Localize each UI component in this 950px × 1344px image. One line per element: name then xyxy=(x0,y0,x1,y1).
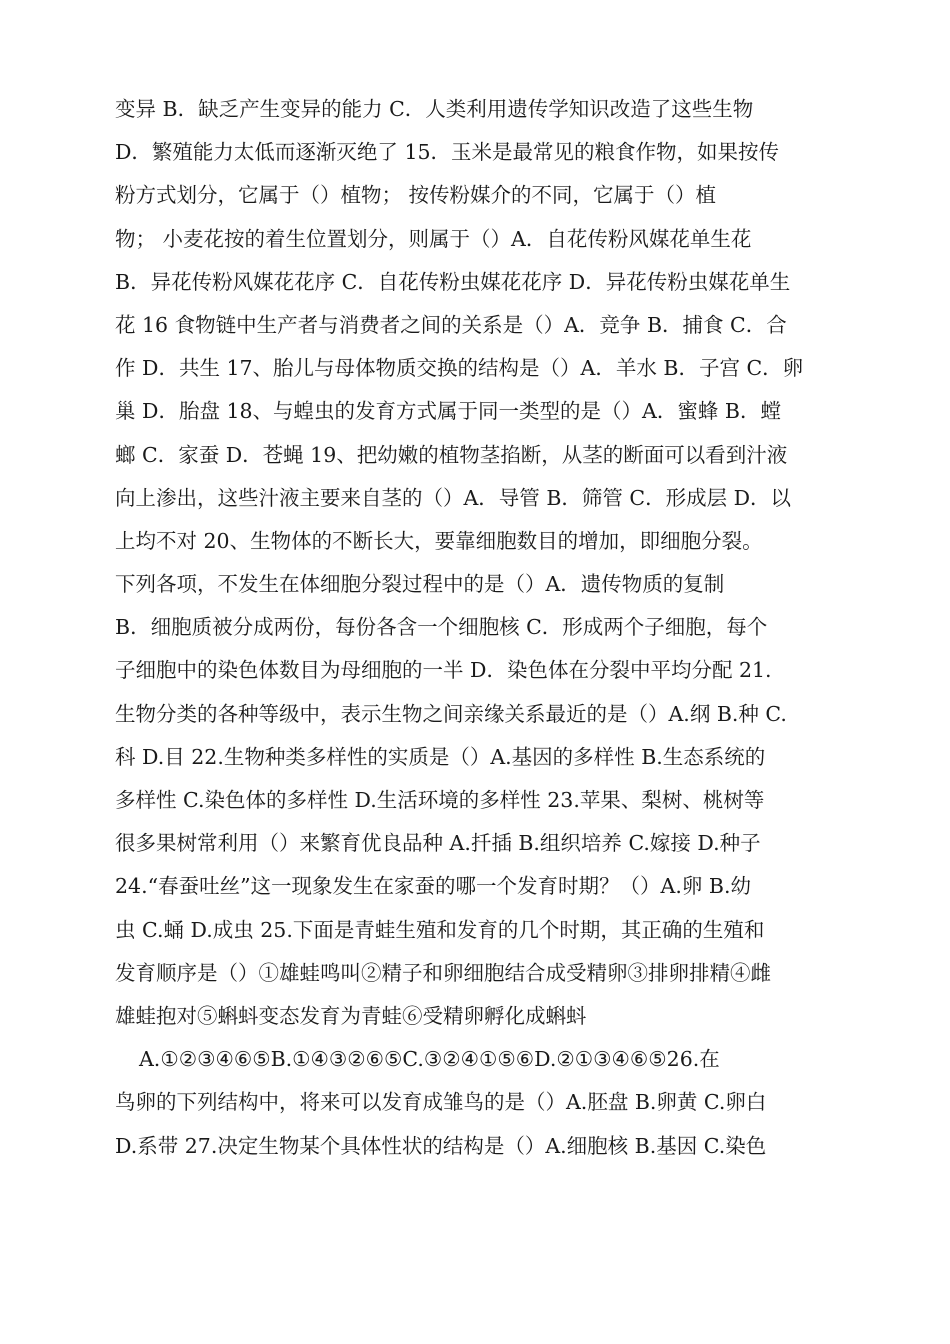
text-line: 子细胞中的染色体数目为母细胞的一半 D．染色体在分裂中平均分配 21. xyxy=(115,658,772,683)
text-line: 物； 小麦花按的着生位置划分，则属于（）A．自花传粉风媒花单生花 xyxy=(115,226,752,251)
text-line: 雄蛙抱对⑤蝌蚪变态发育为青蛙⑥受精卵孵化成蝌蚪 xyxy=(115,1003,587,1028)
text-line: B．异花传粉风媒花花序 C．自花传粉虫媒花花序 D．异花传粉虫媒花单生 xyxy=(115,269,791,294)
document-body xyxy=(115,88,845,1168)
text-line: B．细胞质被分成两份，每份各含一个细胞核 C．形成两个子细胞，每个 xyxy=(115,615,768,640)
text-line: D．繁殖能力太低而逐渐灭绝了 15．玉米是最常见的粮食作物，如果按传 xyxy=(115,140,780,165)
text-line: 多样性 C.染色体的多样性 D.生活环境的多样性 23.苹果、梨树、桃树等 xyxy=(115,788,765,812)
text-line: 花 16 食物链中生产者与消费者之间的关系是（）A．竞争 B．捕食 C．合 xyxy=(115,312,787,337)
text-line: 科 D.目 22.生物种类多样性的实质是（）A.基因的多样性 B.生态系统的 xyxy=(115,744,766,769)
text-line: D.系带 27.决定生物某个具体性状的结构是（）A.细胞核 B.基因 C.染色 xyxy=(115,1133,767,1158)
text-line: 巢 D．胎盘 18、与蝗虫的发育方式属于同一类型的是（）A．蜜蜂 B．螳 xyxy=(115,399,781,424)
text-line: 向上渗出，这些汁液主要来自茎的（）A．导管 B．筛管 C．形成层 D．以 xyxy=(115,485,792,510)
text-line: 生物分类的各种等级中，表示生物之间亲缘关系最近的是（）A.纲 B.种 C. xyxy=(115,701,787,726)
text-line: 虫 C.蛹 D.成虫 25.下面是青蛙生殖和发育的几个时期，其正确的生殖和 xyxy=(115,917,765,942)
text-line: 螂 C．家蚕 D．苍蝇 19、把幼嫩的植物茎掐断，从茎的断面可以看到汁液 xyxy=(115,442,788,467)
text-line: 变异 B．缺乏产生变异的能力 C．人类利用遗传学知识改造了这些生物 xyxy=(115,97,754,121)
text-line: 上均不对 20、生物体的不断长大，要靠细胞数目的增加，即细胞分裂。 xyxy=(115,528,763,553)
text-line: 鸟卵的下列结构中，将来可以发育成雏鸟的是（）A.胚盘 B.卵黄 C.卵白 xyxy=(115,1090,767,1115)
text-line: 粉方式划分，它属于（）植物； 按传粉媒介的不同，它属于（）植 xyxy=(115,183,717,208)
text-line: 很多果树常利用（）来繁育优良品种 A.扦插 B.组织培养 C.嫁接 D.种子 xyxy=(115,831,761,856)
text-line: 24.“春蚕吐丝”这一现象发生在家蚕的哪一个发育时期？（）A.卵 B.幼 xyxy=(115,874,751,899)
text-line: A.①②③④⑥⑤B.①④③②⑥⑤C.③②④①⑤⑥D.②①③④⑥⑤26.在 xyxy=(139,1047,720,1072)
text-line: 下列各项，不发生在体细胞分裂过程中的是（）A．遗传物质的复制 xyxy=(115,572,725,597)
text-line: 作 D．共生 17、胎儿与母体物质交换的结构是（）A．羊水 B．子宫 C．卵 xyxy=(115,356,804,381)
text-line: 发育顺序是（）①雄蛙鸣叫②精子和卵细胞结合成受精卵③排卵排精④雌 xyxy=(115,960,771,985)
